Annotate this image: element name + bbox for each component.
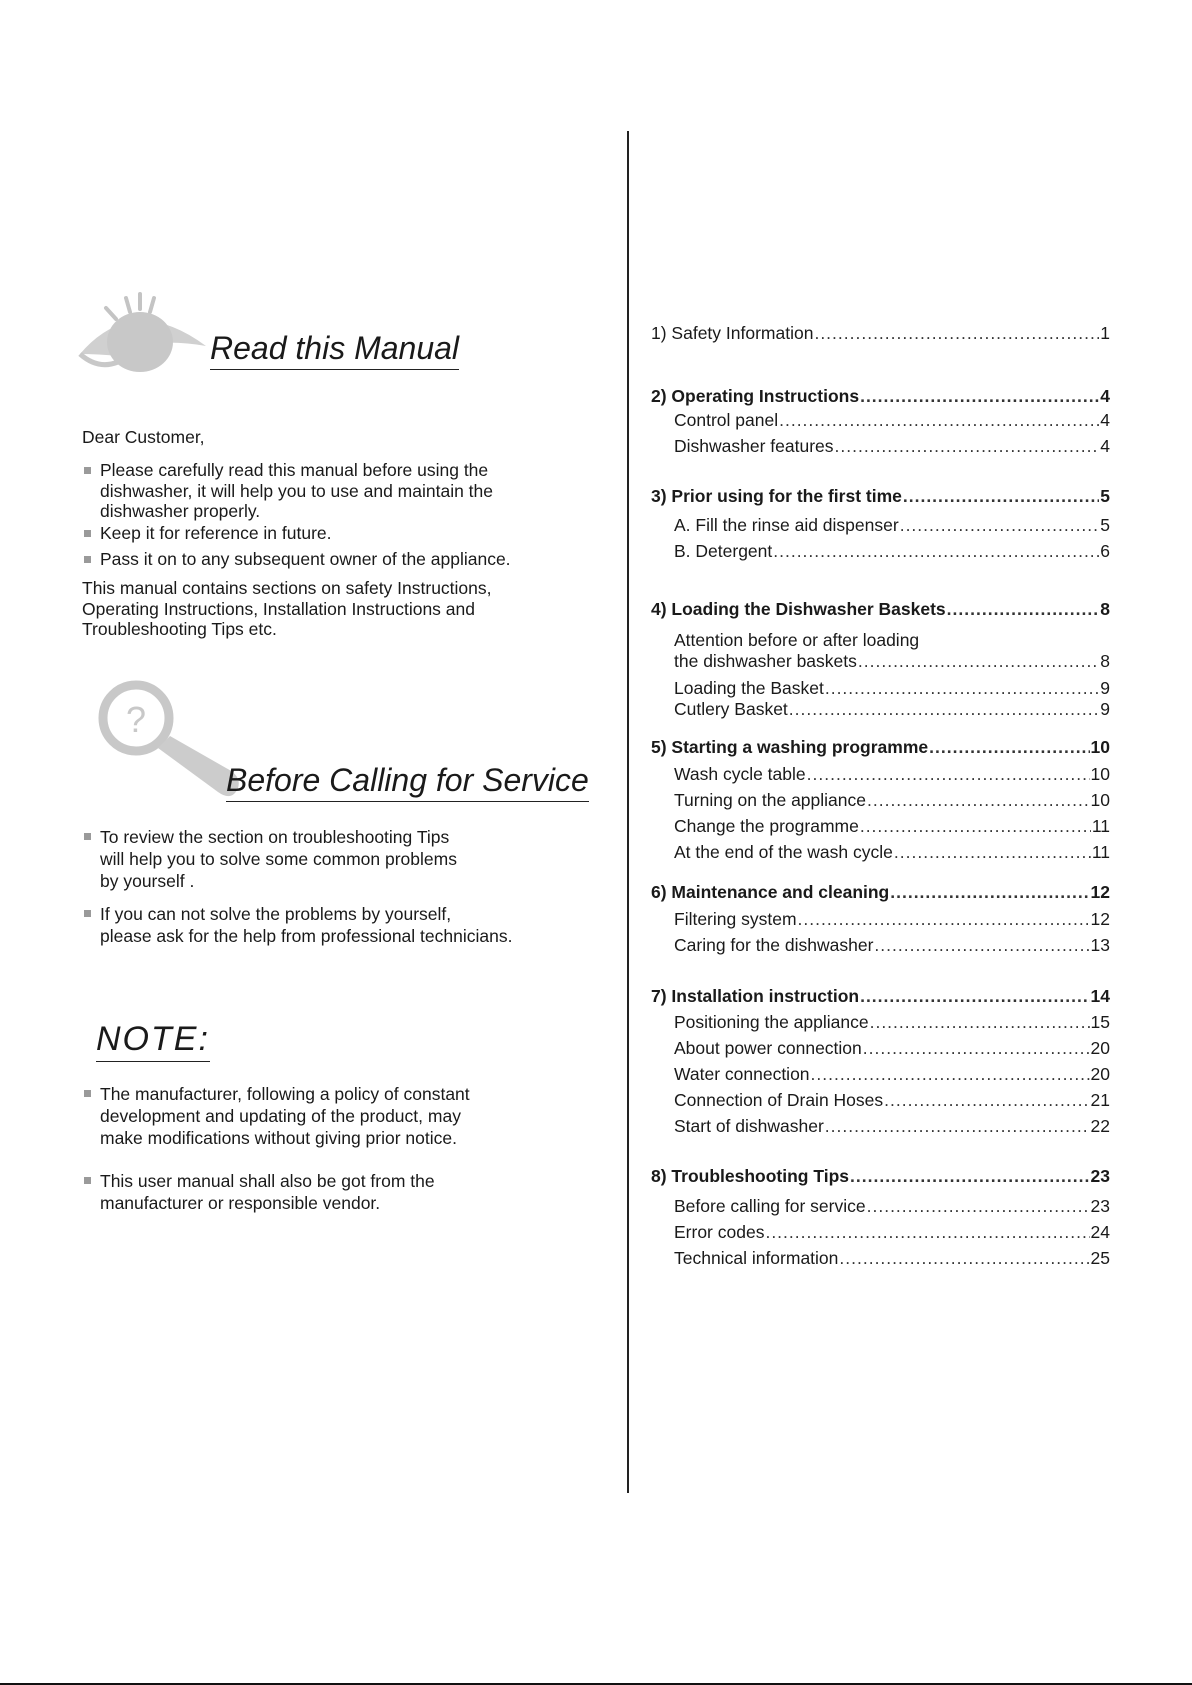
- note-heading: NOTE:: [96, 1020, 210, 1062]
- toc-section-4: 4) Loading the Dishwasher Baskets ..... 8: [651, 599, 1110, 620]
- dot-leader: [947, 599, 1100, 620]
- toc-item: B. Detergent ..... 6: [674, 541, 1110, 562]
- dot-leader: [903, 486, 1099, 507]
- bullet-square-icon: [84, 467, 91, 474]
- dot-leader: [807, 764, 1090, 785]
- dot-leader: [860, 816, 1091, 837]
- toc-item: Wash cycle table ..... 10: [674, 764, 1110, 785]
- dot-leader: [811, 1064, 1090, 1085]
- list-item: Please carefully read this manual before using the dishwasher, it will help you to use and maintain the dishwasher properly.: [84, 460, 584, 522]
- dot-leader: [867, 790, 1090, 811]
- bullet-square-icon: [84, 833, 91, 840]
- dot-leader: [839, 1248, 1089, 1269]
- dot-leader: [894, 842, 1091, 863]
- toc-item: Cutlery Basket ..... 9: [674, 699, 1110, 720]
- magnifier-icon: [96, 678, 246, 803]
- column-divider: [627, 131, 629, 1493]
- list-item: The manufacturer, following a policy of constant development and updating of the product, may make modifications without giving prior notice.: [84, 1083, 604, 1149]
- dot-leader: [825, 678, 1099, 699]
- question-mark-glyph: ?: [125, 699, 147, 740]
- read-manual-bullets: [84, 460, 584, 570]
- toc-item: Start of dishwasher ..... 22: [674, 1116, 1110, 1137]
- toc-section-2: 2) Operating Instructions ..... 4: [651, 386, 1110, 407]
- bullet-square-icon: [84, 1090, 91, 1097]
- toc-item: Caring for the dishwasher ..... 13: [674, 935, 1110, 956]
- toc-item: Water connection ..... 20: [674, 1064, 1110, 1085]
- dot-leader: [835, 436, 1100, 457]
- dot-leader: [890, 882, 1089, 903]
- toc-item: Control panel ..... 4: [674, 410, 1110, 431]
- dot-leader: [860, 386, 1099, 407]
- toc-section-8: 8) Troubleshooting Tips ..... 23: [651, 1166, 1110, 1187]
- eye-icon: [78, 292, 208, 374]
- toc-item: Before calling for service ..... 23: [674, 1196, 1110, 1217]
- list-item: If you can not solve the problems by yourself, please ask for the help from professional technicians.: [84, 903, 624, 947]
- toc-item: Error codes ..... 24: [674, 1222, 1110, 1243]
- toc-section-1: 1) Safety Information ..... 1: [651, 323, 1110, 344]
- dot-leader: [779, 410, 1099, 431]
- toc-item-attention: Attention before or after loading: [674, 630, 920, 650]
- dot-leader: [798, 909, 1090, 930]
- list-item: This user manual shall also be got from the manufacturer or responsible vendor.: [84, 1170, 604, 1214]
- dot-leader: [874, 935, 1089, 956]
- list-item: Keep it for reference in future.: [84, 523, 584, 544]
- dot-leader: [765, 1222, 1089, 1243]
- toc-item: About power connection ..... 20: [674, 1038, 1110, 1059]
- bullet-square-icon: [84, 910, 91, 917]
- toc-section-3: 3) Prior using for the first time ..... 5: [651, 486, 1110, 507]
- intro-paragraph: This manual contains sections on safety Instructions, Operating Instructions, Installation Instructions and Troubleshooting Tips etc.: [82, 578, 492, 639]
- service-bullets: [84, 826, 624, 947]
- toc-item: At the end of the wash cycle ..... 11: [674, 842, 1110, 863]
- toc-item: Positioning the appliance ..... 15: [674, 1012, 1110, 1033]
- dot-leader: [863, 1038, 1090, 1059]
- toc-item: Change the programme ..... 11: [674, 816, 1110, 837]
- toc-item: Dishwasher features ..... 4: [674, 436, 1110, 457]
- bullet-square-icon: [84, 530, 91, 537]
- toc-section-5: 5) Starting a washing programme ..... 10: [651, 737, 1110, 758]
- toc-item: the dishwasher baskets ..... 8: [674, 651, 1110, 672]
- salutation: Dear Customer,: [82, 427, 205, 447]
- list-item: Pass it on to any subsequent owner of the appliance.: [84, 549, 584, 570]
- dot-leader: [867, 1196, 1090, 1217]
- dot-leader: [858, 651, 1099, 672]
- list-item: To review the section on troubleshooting Tips will help you to solve some common problems by yourself .: [84, 826, 624, 892]
- toc-item: Filtering system ..... 12: [674, 909, 1110, 930]
- bullet-square-icon: [84, 1177, 91, 1184]
- read-manual-heading: Read this Manual: [210, 330, 459, 370]
- dot-leader: [773, 541, 1099, 562]
- dot-leader: [789, 699, 1099, 720]
- toc-item: Technical information ..... 25: [674, 1248, 1110, 1269]
- dot-leader: [825, 1116, 1090, 1137]
- dot-leader: [884, 1090, 1089, 1111]
- dot-leader: [814, 323, 1099, 344]
- note-bullets: [84, 1083, 604, 1214]
- dot-leader: [860, 986, 1089, 1007]
- service-heading: Before Calling for Service: [226, 762, 589, 802]
- bullet-square-icon: [84, 556, 91, 563]
- toc-item: Turning on the appliance ..... 10: [674, 790, 1110, 811]
- toc-item: Connection of Drain Hoses ..... 21: [674, 1090, 1110, 1111]
- toc-item: A. Fill the rinse aid dispenser ..... 5: [674, 515, 1110, 536]
- dot-leader: [850, 1166, 1090, 1187]
- toc-item: Loading the Basket ..... 9: [674, 678, 1110, 699]
- dot-leader: [870, 1012, 1090, 1033]
- dot-leader: [929, 737, 1089, 758]
- toc-section-6: 6) Maintenance and cleaning ..... 12: [651, 882, 1110, 903]
- dot-leader: [900, 515, 1100, 536]
- toc-section-7: 7) Installation instruction ..... 14: [651, 986, 1110, 1007]
